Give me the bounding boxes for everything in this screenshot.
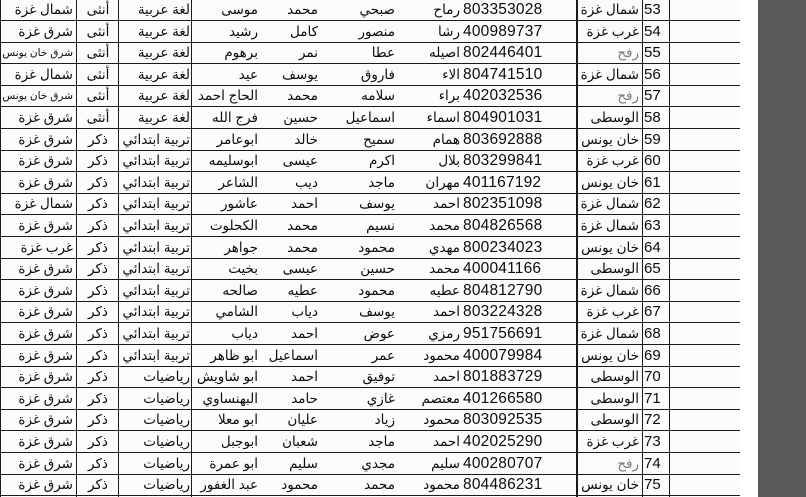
gender-cell: ذكر <box>88 218 108 233</box>
grandfather-name-cell: محمد <box>287 2 318 17</box>
table-row <box>0 475 740 496</box>
grandfather-name-cell: خالد <box>294 132 318 147</box>
first-name-cell: براء <box>438 88 460 103</box>
row-number: 62 <box>644 195 661 212</box>
directorate-cell: شرق غزة <box>18 218 73 233</box>
grandfather-name-cell: محمد <box>287 240 318 255</box>
first-name-cell: عطيه <box>429 283 460 298</box>
grandfather-name-cell: عطيه <box>287 283 318 298</box>
table-row <box>0 22 740 43</box>
father-name-cell: يوسف <box>358 304 395 319</box>
first-name-cell: بلال <box>438 153 460 168</box>
id-number-cell: 804812790 <box>463 282 543 299</box>
directorate-cell: شرق غزة <box>18 477 73 492</box>
table-row <box>0 281 740 302</box>
directorate-cell: شرق خان يونس <box>2 47 73 59</box>
specialization-cell: تربية ابتدائي <box>122 326 190 341</box>
column-rule <box>576 0 578 497</box>
column-rule <box>191 0 192 497</box>
id-number-cell: 400041166 <box>463 260 542 277</box>
grandfather-name-cell: نمر <box>298 45 318 60</box>
row-number: 55 <box>644 44 661 61</box>
id-number-cell: 802351098 <box>463 195 543 212</box>
row-number: 74 <box>644 455 661 472</box>
directorate-cell: شرق غزة <box>18 391 73 406</box>
table-row <box>0 0 740 21</box>
row-number: 69 <box>644 347 661 364</box>
id-number-cell: 400280707 <box>463 455 543 472</box>
region-cell: خان يونس <box>581 175 639 190</box>
region-cell: خان يونس <box>581 477 639 492</box>
first-name-cell: احمد <box>433 369 460 384</box>
grandfather-name-cell: عليان <box>287 412 318 427</box>
row-number: 53 <box>644 1 661 18</box>
directorate-cell: شرق خان يونس <box>2 90 73 102</box>
first-name-cell: احمد <box>433 304 460 319</box>
id-number-cell: 803353028 <box>463 1 543 18</box>
region-cell: خان يونس <box>581 348 639 363</box>
specialization-cell: لغة عربية <box>137 110 190 125</box>
specialization-cell: رياضيات <box>143 391 190 406</box>
family-name-cell: جواهر <box>224 240 258 255</box>
gender-cell: ذكر <box>88 434 108 449</box>
row-number: 60 <box>644 152 661 169</box>
gender-cell: ذكر <box>88 348 108 363</box>
column-rule <box>0 0 1 497</box>
specialization-cell: رياضيات <box>143 477 190 492</box>
region-cell: الوسطى <box>590 110 639 125</box>
father-name-cell: صبحي <box>359 2 395 17</box>
id-number-cell: 804741510 <box>463 66 543 83</box>
father-name-cell: اكرم <box>369 153 395 168</box>
region-cell: غرب غزة <box>586 153 639 168</box>
family-name-cell: دياب <box>231 326 258 341</box>
directorate-cell: شرق غزة <box>18 348 73 363</box>
directorate-cell: شمال غزة <box>14 2 73 17</box>
first-name-cell: محمود <box>423 348 460 363</box>
grandfather-name-cell: احمد <box>291 196 318 211</box>
id-number-cell: 800234023 <box>463 239 543 256</box>
table-row <box>0 367 740 388</box>
first-name-cell: همام <box>432 132 460 147</box>
table-row <box>0 454 740 475</box>
directorate-cell: شرق غزة <box>18 132 73 147</box>
table-row <box>0 65 740 86</box>
id-number-cell: 804826568 <box>463 217 543 234</box>
id-number-cell: 402025290 <box>463 433 543 450</box>
directorate-cell: شرق غزة <box>18 24 73 39</box>
region-cell: شمال غزة <box>580 196 639 211</box>
grandfather-name-cell: عيسى <box>282 261 318 276</box>
specialization-cell: لغة عربية <box>137 2 190 17</box>
gender-cell: أنثى <box>86 2 110 17</box>
directorate-cell: شرق غزة <box>18 304 73 319</box>
row-number: 68 <box>644 325 661 342</box>
family-name-cell: ابوسليمه <box>208 153 258 168</box>
gender-cell: أنثى <box>86 24 110 39</box>
family-name-cell: البهنساوي <box>202 391 258 406</box>
first-name-cell: مهران <box>425 175 460 190</box>
grandfather-name-cell: عيسى <box>282 153 318 168</box>
father-name-cell: يوسف <box>358 196 395 211</box>
family-name-cell: عبد الغفور <box>200 477 258 492</box>
directorate-cell: شمال غزة <box>14 67 73 82</box>
row-number: 58 <box>644 109 661 126</box>
table-row <box>0 302 740 323</box>
region-cell: رفح <box>617 45 639 60</box>
id-number-cell: 401167192 <box>463 174 542 191</box>
grandfather-name-cell: احمد <box>291 326 318 341</box>
grandfather-name-cell: يوسف <box>281 67 318 82</box>
region-cell: شمال غزة <box>580 326 639 341</box>
specialization-cell: رياضيات <box>143 456 190 471</box>
region-cell: شمال غزة <box>580 218 639 233</box>
gender-cell: ذكر <box>88 477 108 492</box>
id-number-cell: 400079984 <box>463 347 543 364</box>
directorate-cell: شرق غزة <box>18 369 73 384</box>
first-name-cell: احمد <box>433 196 460 211</box>
family-name-cell: بخيت <box>228 261 258 276</box>
viewer-side-panel <box>740 0 806 497</box>
specialization-cell: رياضيات <box>143 412 190 427</box>
first-name-cell: رشا <box>438 24 460 39</box>
directorate-cell: غرب غزة <box>20 240 73 255</box>
id-number-cell: 804901031 <box>463 109 543 126</box>
father-name-cell: غازي <box>366 391 395 406</box>
grandfather-name-cell: ديب <box>294 175 318 190</box>
gender-cell: ذكر <box>88 196 108 211</box>
id-number-cell: 804486231 <box>463 476 543 493</box>
grandfather-name-cell: محمود <box>281 477 318 492</box>
gender-cell: ذكر <box>88 326 108 341</box>
gender-cell: ذكر <box>88 175 108 190</box>
father-name-cell: عطا <box>371 45 395 60</box>
id-number-cell: 803299841 <box>463 152 543 169</box>
column-rule <box>76 0 77 497</box>
gender-cell: ذكر <box>88 153 108 168</box>
gender-cell: أنثى <box>86 88 110 103</box>
id-number-cell: 951756691 <box>463 325 543 342</box>
directorate-cell: شرق غزة <box>18 412 73 427</box>
column-rule <box>642 0 643 497</box>
specialization-cell: تربية ابتدائي <box>122 218 190 233</box>
region-cell: الوسطى <box>590 369 639 384</box>
table-row <box>0 238 740 259</box>
table-row <box>0 43 740 64</box>
row-number: 54 <box>644 23 661 40</box>
specialization-cell: تربية ابتدائي <box>122 304 190 319</box>
specialization-cell: رياضيات <box>143 434 190 449</box>
first-name-cell: محمود <box>423 412 460 427</box>
page-margin <box>740 0 758 497</box>
father-name-cell: منصور <box>358 24 395 39</box>
specialization-cell: تربية ابتدائي <box>122 240 190 255</box>
table-row <box>0 194 740 215</box>
specialization-cell: رياضيات <box>143 369 190 384</box>
specialization-cell: تربية ابتدائي <box>122 261 190 276</box>
grandfather-name-cell: احمد <box>291 369 318 384</box>
gender-cell: ذكر <box>88 283 108 298</box>
family-name-cell: ابوعامر <box>216 132 258 147</box>
table-row <box>0 151 740 172</box>
table-row <box>0 324 740 345</box>
gender-cell: ذكر <box>88 456 108 471</box>
first-name-cell: سليم <box>431 456 460 471</box>
family-name-cell: عيد <box>238 67 258 82</box>
row-number: 56 <box>644 66 661 83</box>
first-name-cell: معتصم <box>421 391 460 406</box>
father-name-cell: توفيق <box>362 369 395 384</box>
specialization-cell: تربية ابتدائي <box>122 196 190 211</box>
region-cell: خان يونس <box>581 132 639 147</box>
grandfather-name-cell: محمد <box>287 88 318 103</box>
table-row <box>0 216 740 237</box>
row-number: 57 <box>644 87 661 104</box>
region-cell: غرب غزة <box>586 304 639 319</box>
family-name-cell: موسى <box>221 2 258 17</box>
specialization-cell: تربية ابتدائي <box>122 153 190 168</box>
id-number-cell: 801883729 <box>463 368 543 385</box>
directorate-cell: شرق غزة <box>18 153 73 168</box>
first-name-cell: محمد <box>429 261 460 276</box>
region-cell: غرب غزة <box>586 434 639 449</box>
region-cell: رفح <box>617 88 639 103</box>
gender-cell: ذكر <box>88 261 108 276</box>
row-number: 73 <box>644 433 661 450</box>
father-name-cell: محمود <box>358 240 395 255</box>
region-cell: الوسطى <box>590 391 639 406</box>
gender-cell: ذكر <box>88 391 108 406</box>
family-name-cell: الشامي <box>215 304 258 319</box>
directorate-cell: شرق غزة <box>18 326 73 341</box>
family-name-cell: الشاعر <box>218 175 258 190</box>
row-number: 64 <box>644 239 661 256</box>
first-name-cell: رماح <box>433 2 460 17</box>
specialization-cell: لغة عربية <box>137 67 190 82</box>
grandfather-name-cell: سليم <box>289 456 318 471</box>
father-name-cell: سلامه <box>361 88 395 103</box>
family-name-cell: ابو معلا <box>217 412 258 427</box>
row-number: 72 <box>644 411 661 428</box>
id-number-cell: 402032536 <box>463 87 543 104</box>
region-cell: غرب غزة <box>586 24 639 39</box>
region-cell: رفح <box>617 456 639 471</box>
specialization-cell: تربية ابتدائي <box>122 283 190 298</box>
grandfather-name-cell: حامد <box>291 391 318 406</box>
specialization-cell: لغة عربية <box>137 88 190 103</box>
table-row <box>0 108 740 129</box>
row-number: 65 <box>644 260 661 277</box>
region-cell: الوسطى <box>590 412 639 427</box>
family-name-cell: ابو ظاهر <box>210 348 258 363</box>
row-number: 70 <box>644 368 661 385</box>
row-number: 75 <box>644 476 661 493</box>
table-row <box>0 130 740 151</box>
gender-cell: ذكر <box>88 304 108 319</box>
father-name-cell: نسيم <box>366 218 395 233</box>
specialization-cell: تربية ابتدائي <box>122 175 190 190</box>
directorate-cell: شرق غزة <box>18 175 73 190</box>
directorate-cell: شرق غزة <box>18 283 73 298</box>
father-name-cell: حسين <box>360 261 395 276</box>
father-name-cell: مجدي <box>361 456 395 471</box>
table-row <box>0 432 740 453</box>
father-name-cell: سميح <box>363 132 395 147</box>
table-row <box>0 173 740 194</box>
specialization-cell: لغة عربية <box>137 45 190 60</box>
family-name-cell: ابوجبل <box>220 434 258 449</box>
first-name-cell: رمزي <box>428 326 460 341</box>
first-name-cell: اسماء <box>426 110 460 125</box>
family-name-cell: الكحلوت <box>209 218 258 233</box>
table-row <box>0 410 740 431</box>
gender-cell: ذكر <box>88 369 108 384</box>
gender-cell: أنثى <box>86 110 110 125</box>
father-name-cell: ماجد <box>368 434 395 449</box>
gender-cell: ذكر <box>88 240 108 255</box>
directorate-cell: شمال غزة <box>14 196 73 211</box>
family-name-cell: ابو شاويش <box>196 369 258 384</box>
column-rule <box>669 0 670 497</box>
first-name-cell: اصيله <box>429 45 460 60</box>
father-name-cell: محمود <box>358 283 395 298</box>
family-name-cell: ابو عمرة <box>209 456 258 471</box>
id-number-cell: 401266580 <box>463 390 543 407</box>
first-name-cell: الاء <box>442 67 460 82</box>
column-rule <box>118 0 119 497</box>
grandfather-name-cell: شعبان <box>282 434 318 449</box>
specialization-cell: تربية ابتدائي <box>122 348 190 363</box>
father-name-cell: عوض <box>363 326 395 341</box>
row-number: 67 <box>644 303 661 320</box>
father-name-cell: زياد <box>374 412 395 427</box>
family-name-cell: الحاج احمد <box>197 88 258 103</box>
father-name-cell: محمد <box>364 477 395 492</box>
row-number: 59 <box>644 131 661 148</box>
first-name-cell: مهدي <box>428 240 460 255</box>
gender-cell: أنثى <box>86 45 110 60</box>
family-name-cell: عاشور <box>221 196 258 211</box>
region-cell: خان يونس <box>581 240 639 255</box>
grandfather-name-cell: محمد <box>287 218 318 233</box>
row-number: 63 <box>644 217 661 234</box>
father-name-cell: عمر <box>371 348 395 363</box>
first-name-cell: محمود <box>423 477 460 492</box>
region-cell: شمال غزة <box>580 283 639 298</box>
id-number-cell: 400989737 <box>463 23 543 40</box>
first-name-cell: محمد <box>429 218 460 233</box>
id-number-cell: 803224328 <box>463 303 543 320</box>
table-row <box>0 259 740 280</box>
grandfather-name-cell: حسين <box>283 110 318 125</box>
row-number: 71 <box>644 390 661 407</box>
region-cell: الوسطى <box>590 261 639 276</box>
directorate-cell: شرق غزة <box>18 110 73 125</box>
first-name-cell: احمد <box>433 434 460 449</box>
id-number-cell: 803692888 <box>463 131 543 148</box>
gender-cell: ذكر <box>88 132 108 147</box>
row-number: 61 <box>644 174 661 191</box>
specialization-cell: لغة عربية <box>137 24 190 39</box>
family-name-cell: فرج الله <box>212 110 258 125</box>
family-name-cell: رشيد <box>229 24 258 39</box>
table-row <box>0 346 740 367</box>
family-name-cell: برهوم <box>224 45 258 60</box>
father-name-cell: اسماعيل <box>345 110 395 125</box>
id-number-cell: 802446401 <box>463 44 543 61</box>
gender-cell: ذكر <box>88 412 108 427</box>
grandfather-name-cell: دياب <box>291 304 318 319</box>
specialization-cell: تربية ابتدائي <box>122 132 190 147</box>
directorate-cell: شرق غزة <box>18 261 73 276</box>
gender-cell: أنثى <box>86 67 110 82</box>
table-row <box>0 389 740 410</box>
table-row <box>0 86 740 107</box>
father-name-cell: ماجد <box>368 175 395 190</box>
father-name-cell: فاروق <box>360 67 395 82</box>
region-cell: شمال غزة <box>580 67 639 82</box>
directorate-cell: شرق غزة <box>18 456 73 471</box>
family-name-cell: صالحه <box>222 283 258 298</box>
row-number: 66 <box>644 282 661 299</box>
directorate-cell: شرق غزة <box>18 434 73 449</box>
grandfather-name-cell: كامل <box>290 24 318 39</box>
grandfather-name-cell: اسماعيل <box>268 348 318 363</box>
id-number-cell: 803092535 <box>463 411 543 428</box>
region-cell: شمال غزة <box>580 2 639 17</box>
